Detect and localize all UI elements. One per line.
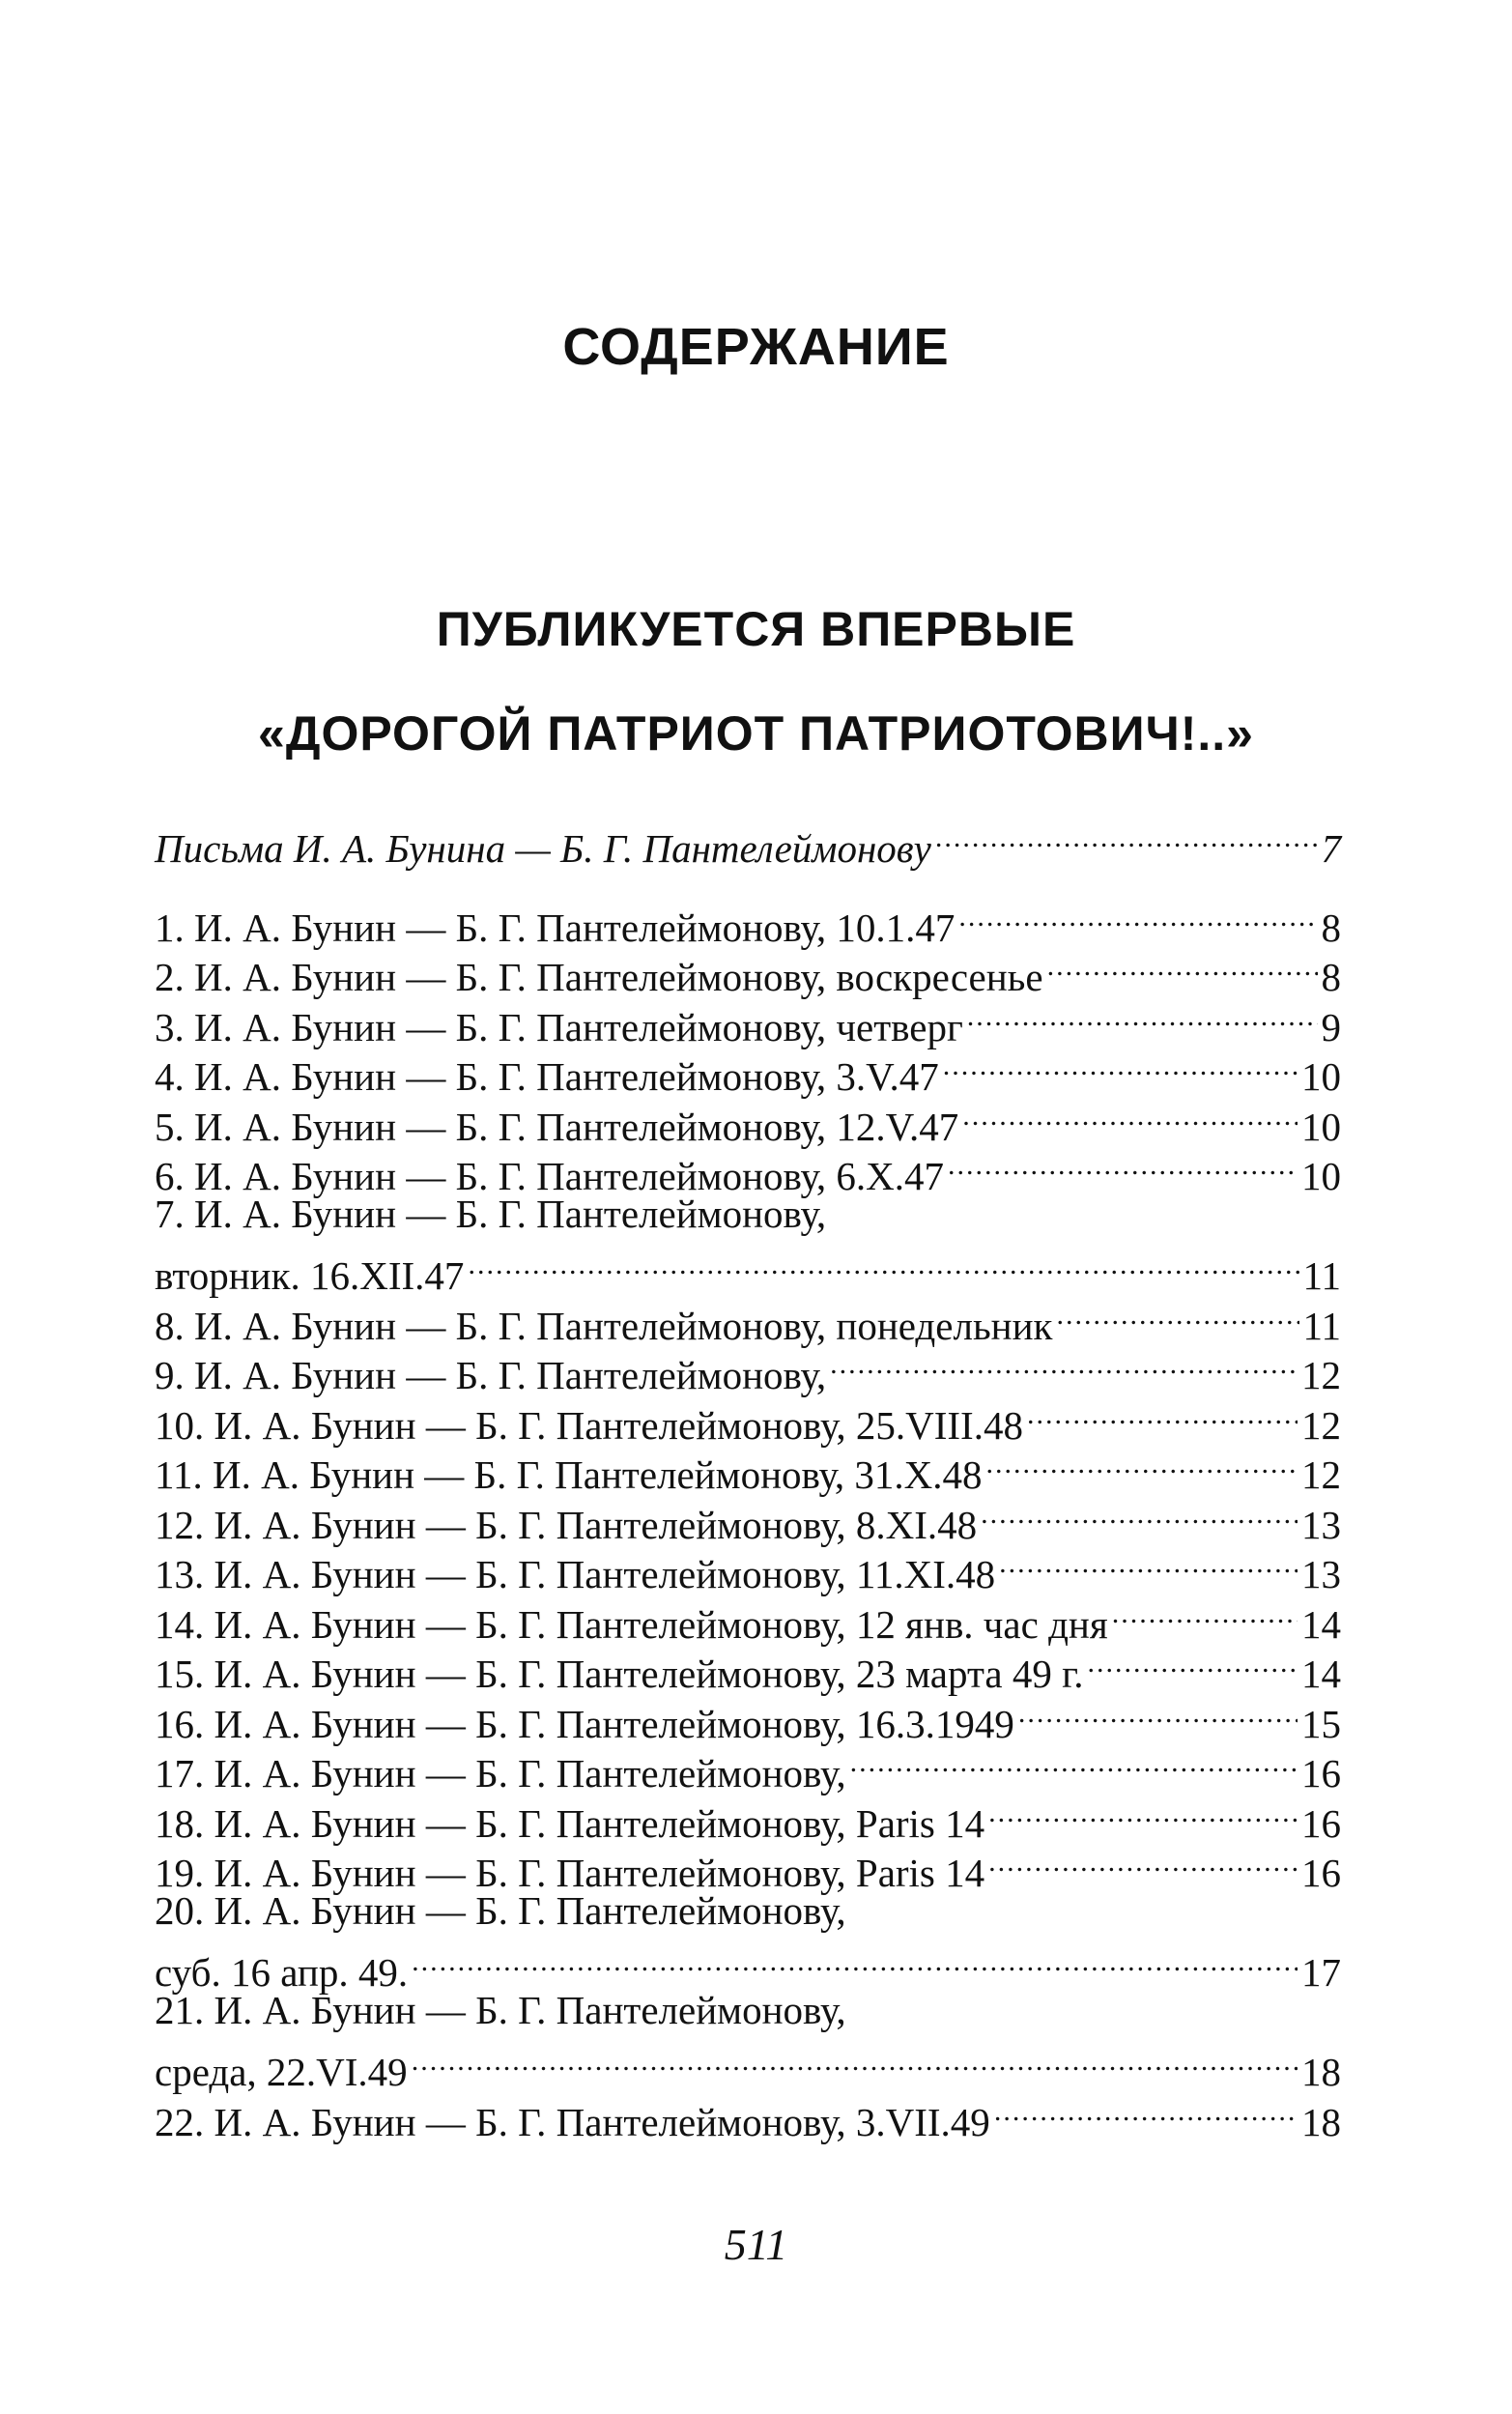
page-number: 511: [724, 2220, 788, 2269]
toc-entry-text: 7. И. А. Бунин — Б. Г. Пантелеймонову,: [155, 1192, 827, 1236]
dot-leader: [985, 1439, 1298, 1489]
chapter-title: «ДОРОГОЙ ПАТРИОТ ПАТРИОТОВИЧ!..»: [258, 706, 1254, 761]
dot-leader: [958, 891, 1317, 941]
toc-entry-page: 13: [1301, 1552, 1341, 1596]
toc-entry-text-continued: среда, 22.VI.49: [155, 2050, 408, 2094]
dot-leader: [999, 1538, 1298, 1589]
toc-intro-entry: [155, 808, 1341, 871]
toc-entry-text: 19. И. А. Бунин — Б. Г. Пантелеймонову, Paris 14: [155, 1851, 985, 1895]
toc-entry-text: 13. И. А. Бунин — Б. Г. Пантелеймонову, 11.XI.48: [155, 1552, 996, 1596]
toc-entry-text: 2. И. А. Бунин — Б. Г. Пантелеймонову, воскресенье: [155, 955, 1043, 999]
dot-leader: [830, 1339, 1298, 1390]
toc-entry-page: 12: [1301, 1452, 1341, 1497]
dot-leader: [943, 1041, 1298, 1091]
toc-entry-text: 17. И. А. Бунин — Б. Г. Пантелеймонову,: [155, 1751, 846, 1796]
toc-entry-page: 11: [1302, 1303, 1341, 1348]
toc-entry-page: 11: [1302, 1253, 1341, 1298]
toc-entry-line: [155, 1886, 1341, 1937]
dot-leader: [967, 991, 1318, 1041]
toc-entry-text: 14. И. А. Бунин — Б. Г. Пантелеймонову, 12 янв. час дня: [155, 1601, 1108, 1647]
dot-leader: [988, 1787, 1298, 1837]
dot-leader: [988, 1837, 1298, 1887]
toc-entry-text: 11. И. А. Бунин — Б. Г. Пантелеймонову, 31.X.48: [155, 1452, 983, 1497]
dot-leader: [1056, 1289, 1298, 1339]
dot-leader: [981, 1488, 1298, 1538]
toc-entry-text: 3. И. А. Бунин — Б. Г. Пантелеймонову, четверг: [155, 1004, 963, 1049]
toc-entry-page: 10: [1301, 1154, 1341, 1198]
toc-entry-text: 18. И. А. Бунин — Б. Г. Пантелеймонову, Paris 14: [155, 1800, 985, 1846]
toc-entry-page: 18: [1301, 2099, 1341, 2144]
toc-entry-page: 8: [1321, 905, 1341, 950]
toc-entry-page: 12: [1301, 1353, 1341, 1397]
toc-entry-text: 9. И. А. Бунин — Б. Г. Пантелеймонову,: [155, 1353, 827, 1397]
dot-leader: [468, 1240, 1298, 1290]
toc-entry-text: 15. И. А. Бунин — Б. Г. Пантелеймонову, 23 марта 49 г.: [155, 1652, 1084, 1696]
toc-entry-page: 9: [1321, 1004, 1341, 1049]
toc-entry: [155, 2036, 1341, 2094]
dot-leader: [412, 2036, 1298, 2086]
toc-entry-page: 16: [1301, 1800, 1341, 1846]
dot-leader: [1088, 1638, 1298, 1688]
dot-leader: [412, 1937, 1298, 1987]
toc-entry-text: 22. И. А. Бунин — Б. Г. Пантелеймонову, 3.VII.49: [155, 2099, 990, 2144]
toc-entry: [155, 1937, 1341, 1995]
toc-entry-page: 7: [1321, 826, 1341, 871]
dot-leader: [935, 808, 1318, 862]
toc-entry-text: Письма И. А. Бунина — Б. Г. Пантелеймонову: [155, 826, 931, 871]
dot-leader: [1018, 1687, 1298, 1738]
toc-entry-page: 10: [1301, 1054, 1341, 1099]
toc-entry-text-continued: вторник. 16.XII.47: [155, 1253, 465, 1298]
dot-leader: [994, 2085, 1298, 2136]
toc-entry-text-continued: суб. 16 апр. 49.: [155, 1950, 409, 1995]
toc-entry-text: 5. И. А. Бунин — Б. Г. Пантелеймонову, 12.V.47: [155, 1104, 959, 1149]
toc-entry-text: 16. И. А. Бунин — Б. Г. Пантелеймонову, 16.3.1949: [155, 1701, 1014, 1746]
toc-entry-page: 18: [1301, 2050, 1341, 2094]
dot-leader: [1027, 1389, 1298, 1439]
toc-entry-line: [155, 1986, 1341, 2036]
toc-list: [155, 891, 1341, 2144]
toc-entry-page: 16: [1301, 1851, 1341, 1895]
toc-entry-text: 12. И. А. Бунин — Б. Г. Пантелеймонову, 8.XI.48: [155, 1502, 978, 1547]
toc-entry-text: 10. И. А. Бунин — Б. Г. Пантелеймонову, 25.VIII.48: [155, 1402, 1023, 1448]
toc-intro: [155, 808, 1341, 871]
toc-entry: [155, 891, 1341, 950]
page-title: СОДЕРЖАНИЕ: [562, 318, 950, 376]
dot-leader: [962, 1090, 1298, 1140]
section-heading: ПУБЛИКУЕТСЯ ВПЕРВЫЕ: [436, 602, 1076, 656]
toc-entry-page: 14: [1301, 1601, 1341, 1647]
toc-entry-page: 15: [1301, 1701, 1341, 1746]
toc-entry-text: 1. И. А. Бунин — Б. Г. Пантелеймонову, 10.1.47: [155, 905, 956, 950]
toc-entry-page: 10: [1301, 1104, 1341, 1149]
toc-entry-page: 16: [1301, 1751, 1341, 1796]
toc-entry-text: 4. И. А. Бунин — Б. Г. Пантелеймонову, 3.V.47: [155, 1054, 939, 1099]
toc-entry-line: [155, 1190, 1341, 1240]
toc-entry-page: 12: [1301, 1402, 1341, 1448]
toc-entry: [155, 1240, 1341, 1298]
toc-entry-page: 17: [1301, 1950, 1341, 1995]
toc-entry-text: 20. И. А. Бунин — Б. Г. Пантелеймонову,: [155, 1888, 846, 1933]
toc-entry-text: 21. И. А. Бунин — Б. Г. Пантелеймонову,: [155, 1988, 846, 2032]
toc-entry-page: 14: [1301, 1652, 1341, 1696]
dot-leader: [948, 1140, 1298, 1191]
toc-entry-page: 13: [1301, 1502, 1341, 1547]
dot-leader: [1112, 1588, 1298, 1638]
dot-leader: [850, 1738, 1298, 1788]
dot-leader: [1047, 941, 1318, 991]
toc-entry-text: 8. И. А. Бунин — Б. Г. Пантелеймонову, понедельник: [155, 1303, 1053, 1348]
toc-entry-text: 6. И. А. Бунин — Б. Г. Пантелеймонову, 6.X.47: [155, 1154, 944, 1198]
toc-entry-page: 8: [1321, 955, 1341, 999]
